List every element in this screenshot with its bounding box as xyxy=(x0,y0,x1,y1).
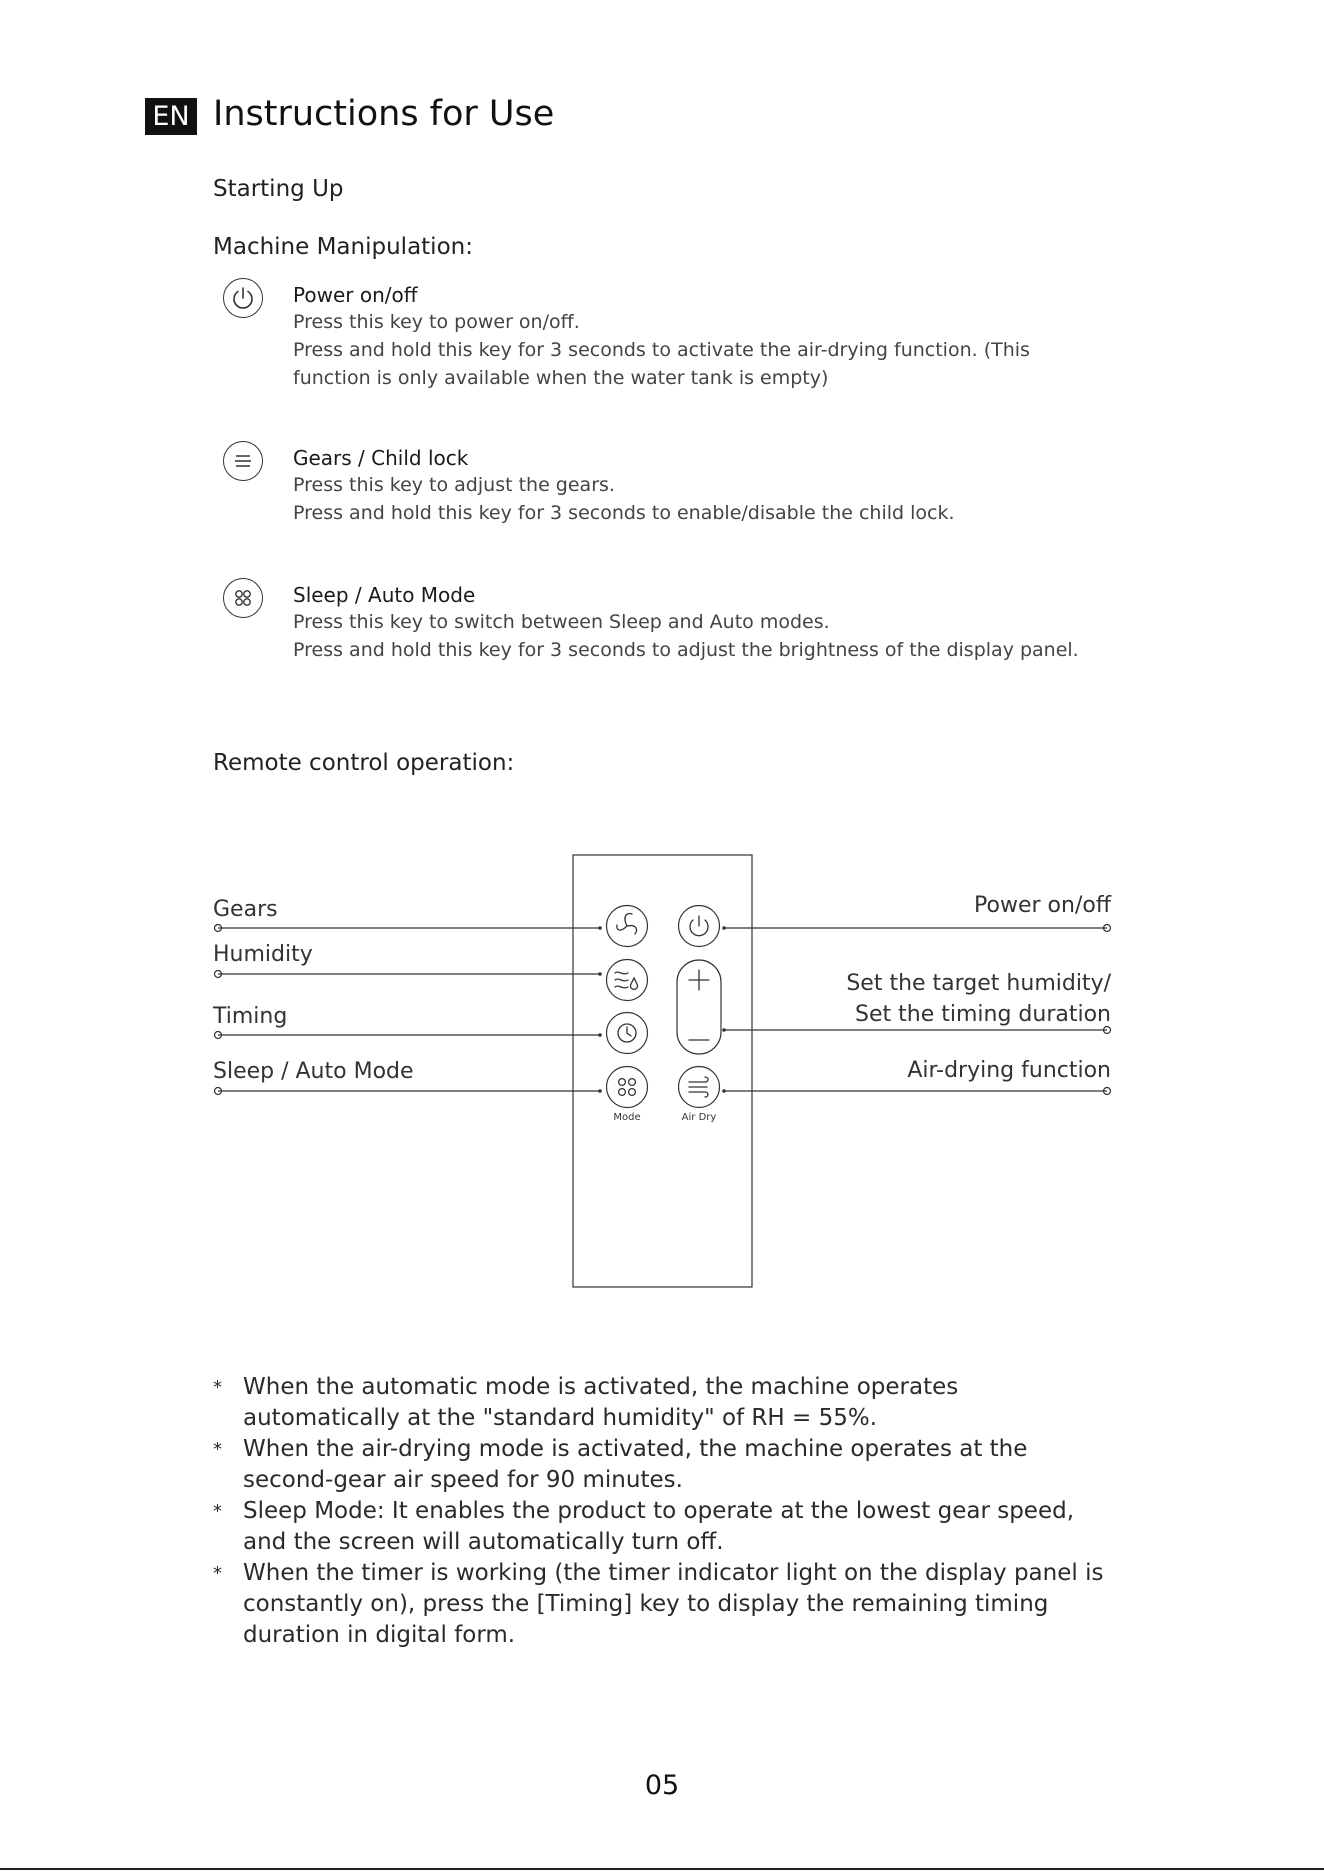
note-text: When the timer is working (the timer indicator light on the display panel is constantly on), press the [Timing] key to display the remaining timing duration in digital form. xyxy=(243,1560,1104,1648)
plus-icon xyxy=(689,970,709,990)
leader-tip xyxy=(598,1089,602,1093)
leader-tip xyxy=(722,1089,726,1093)
air-dry-icon xyxy=(689,1077,708,1097)
note-text: Sleep Mode: It enables the product to operate at the lowest gear speed, and the screen will automatically turn off. xyxy=(243,1498,1074,1555)
leader-tip xyxy=(598,1033,602,1037)
remote-mode-button xyxy=(607,1067,648,1108)
power-icon xyxy=(690,916,708,936)
page-number: 05 xyxy=(644,1770,680,1801)
control-title-gears: Gears / Child lock xyxy=(293,446,469,470)
note-item xyxy=(213,1434,1113,1496)
note-bullet: * xyxy=(213,1377,222,1398)
note-item xyxy=(213,1496,1113,1558)
leader-tip xyxy=(722,1028,726,1032)
fan-icon xyxy=(617,914,637,935)
desc-line: Press this key to switch between Sleep and Auto modes. xyxy=(293,611,830,633)
section-starting-up: Starting Up xyxy=(213,176,344,202)
desc-line: Press this key to adjust the gears. xyxy=(293,474,615,496)
clock-icon xyxy=(618,1024,636,1042)
note-text: When the automatic mode is activated, the machine operates automatically at the "standard humidity" of RH = 55%. xyxy=(243,1374,959,1431)
label-air-drying: Air-drying function xyxy=(907,1058,1111,1083)
leader-tip xyxy=(598,972,602,976)
desc-line: Press this key to power on/off. xyxy=(293,311,580,333)
desc-line: function is only available when the water tank is empty) xyxy=(293,367,829,389)
section-machine-manipulation: Machine Manipulation: xyxy=(213,234,473,260)
note-text: When the air-drying mode is activated, the machine operates at the second-gear air speed for 90 minutes. xyxy=(243,1436,1028,1493)
label-sleep-auto: Sleep / Auto Mode xyxy=(213,1059,414,1084)
notes-list xyxy=(213,1372,1113,1651)
leader-tip xyxy=(598,926,602,930)
desc-line: Press and hold this key for 3 seconds to adjust the brightness of the display panel. xyxy=(293,639,1079,661)
desc-line: Press and hold this key for 3 seconds to activate the air-drying function. (This xyxy=(293,339,1030,361)
note-bullet: * xyxy=(213,1501,222,1522)
label-power: Power on/off xyxy=(974,893,1111,918)
label-timing: Timing xyxy=(213,1004,288,1029)
label-humidity: Humidity xyxy=(213,942,313,967)
control-title-sleep: Sleep / Auto Mode xyxy=(293,583,476,607)
label-target-humidity: Set the target humidity/ xyxy=(846,971,1111,996)
remote-body xyxy=(573,855,752,1287)
caption-air-dry: Air Dry xyxy=(681,1112,717,1123)
desc-line: Press and hold this key for 3 seconds to enable/disable the child lock. xyxy=(293,502,955,524)
label-timing-duration: Set the timing duration xyxy=(855,1002,1111,1027)
page-title: Instructions for Use xyxy=(213,94,555,134)
note-bullet: * xyxy=(213,1563,222,1584)
note-bullet: * xyxy=(213,1439,222,1460)
leader-tip xyxy=(722,926,726,930)
note-item xyxy=(213,1558,1113,1651)
label-gears: Gears xyxy=(213,897,278,922)
control-title-power: Power on/off xyxy=(293,283,418,307)
humidity-icon xyxy=(615,972,638,989)
footer-rule xyxy=(0,1868,1324,1870)
caption-mode: Mode xyxy=(613,1112,641,1123)
note-item xyxy=(213,1372,1113,1434)
four-dots-icon xyxy=(619,1079,636,1096)
language-badge: EN xyxy=(145,98,197,135)
section-remote-control: Remote control operation: xyxy=(213,750,515,776)
